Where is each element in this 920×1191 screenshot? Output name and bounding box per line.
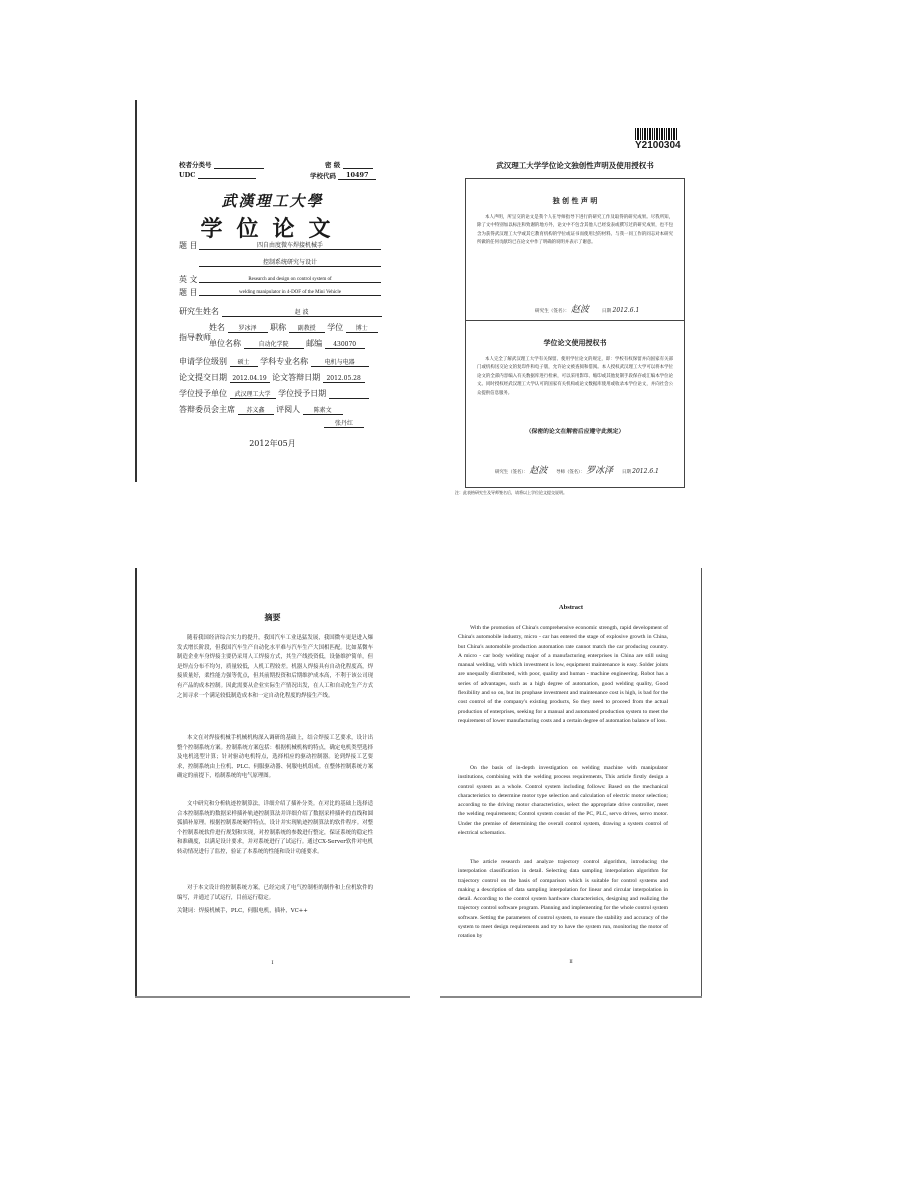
declaration-page [455, 120, 695, 502]
reviewer-1: 陈素文 [303, 405, 343, 415]
abstract-cn-paragraph-1: 随着我国经济综合实力的提升，我国汽车工业迅猛发展，我国微车更是进入爆发式增长阶段，但我国汽车生产自动化水平难与汽车生产大国相匹配。比如某微车制造企业车身焊接主要仍采用人工焊接方式，其生产线投资低，设备维护简单，但是焊点分布不均匀，质量较低，人机工程较差。机器人焊接具有自动化程度高，焊接质量好，柔性能力强等优点，但其前期投资和后期维护成本高，不利于该公司现有产品的成本控制。因此需要从企业实际生产情况出发，在人工和自动化生产方式之间寻求一个满足较低制造成本和一定自动化程度的焊接生产线。 [177, 635, 373, 699]
title-cn-line-2: 控制系统研究与设计 [199, 257, 381, 267]
advisor-degree: 博士 [346, 323, 378, 333]
sig-advisor-label: 导师（签名）： [556, 470, 585, 475]
university-name: 武漢理工大學 [221, 192, 324, 210]
advisor-signature: 罗冰泽 [586, 466, 614, 476]
apply-level-label: 申请学位级别 [179, 357, 227, 366]
abstract-en-page [440, 568, 702, 998]
school-code-label: 学校代码 [310, 172, 336, 180]
student-signature: 赵波 [570, 305, 589, 315]
school-code: 10497 [338, 171, 376, 180]
abstract-cn-keywords: 关键词：焊接机械手，PLC，伺服电机，插补，VC++ [177, 908, 308, 914]
cover-page [135, 100, 410, 482]
student-name: 赵 波 [222, 307, 382, 317]
abstract-en-paragraph-3: The article research and analyze trajectory control algorithm, introducing the interpolation classification in detail. Selecting data sampling interpolation algorithm for trajectory control on the basis of comparison which is suitable for control systems and making a description of data sampling interpolation for linear and circular interpolation in detail. According to the control system hardware characteristics, designing and realizing the trajectory control software program. Planning and implementing for the whole control system software. Setting the parameters of control system, to ensure the stability and accuracy of the system to meet design requirements and try to have the system run, monitoring the motor of rotation by [458, 859, 668, 940]
advisor-label: 指导教师 [179, 333, 211, 342]
english-label-2: 题 目 [179, 288, 198, 297]
declaration-header: 武汉理工大学学位论文独创性声明及使用授权书 [496, 161, 654, 170]
defense-date-label: 论文答辩日期 [272, 373, 321, 382]
committee-chair: 苏义鑫 [238, 405, 274, 415]
title-en-line-1: Research and design on control system of [199, 277, 381, 283]
advisor-title: 副教授 [289, 323, 325, 333]
apply-level: 硕士 [230, 357, 258, 367]
abstract-cn-title: 摘要 [264, 612, 281, 622]
abstract-cn-paragraph-4: 对于本文设计的控制系统方案，已经完成了电气控制柜的制作和上位机软件的编写，并通过了试运行，目前运行稳定。 [177, 885, 373, 901]
signature-label: 研究生（签名）： [535, 309, 570, 314]
abstract-en-page-no: II [569, 960, 573, 965]
abstract-cn-paragraph-2: 本文在对焊接机械手机械机构深入调研的基础上，结合焊接工艺要求，设计出整个控制系统方案。控制系统方案包括：根据机械机构的特点，确定电机类型选择及电机选型计算；针对驱动电机特点，选择相应的驱动控制器。论到焊接工艺要求，控制系统由上位机、PLC、伺服驱动器、伺服电机组成。在整体控制系统方案确定的前提下，绘制系统的电气原理图。 [177, 735, 373, 780]
major: 电机与电器 [311, 357, 369, 367]
grant-unit-label: 学位授予单位 [179, 389, 227, 398]
declaration-footnote: 注：此表格研究生及导师签名后，请将以上学位论文提交说明。 [455, 490, 567, 495]
signature-date: 2012.6.1 [612, 307, 640, 314]
abstract-cn-paragraph-3: 文中研究和分析轨迹控制算法，详细介绍了插补分类。在对比的基础上选择适合本控制系统的数据采样插补轨迹控制算法并详细介绍了数据采样插补的直线和圆弧插补原理。根据控制系统硬件特点，设计并实现轨迹控制算法的软件程序。对整个控制系统软件进行规划和实现，对控制系统的参数进行整定，保证系统的稳定性和准确度，以满足设计要求，并对系统进行了试运行。通过CX-Server软件对电机转动情况进行了监控，验证了本系统的性能和设计功能要求。 [177, 801, 373, 855]
abstract-cn-page [135, 568, 410, 998]
submit-date: 2012.04.19 [230, 375, 270, 383]
originality-title: 独 创 性 声 明 [552, 196, 598, 205]
udc-label: UDC [179, 171, 196, 179]
committee-chair-label: 答辩委员会主席 [179, 405, 235, 414]
name-label: 姓名 [209, 323, 225, 332]
sig-date-label: 日期 [621, 470, 631, 475]
student-signature-2: 赵波 [529, 466, 548, 476]
date-label: 日期 [601, 309, 612, 314]
abstract-cn-page-no: I [271, 960, 274, 966]
originality-text: 本人声明，所呈交的论文是我个人在导师指导下进行的研究工作及取得的研究成果。尽我所知，除了文中特别加以标注和致谢的地方外，论文中不包含其他人已经发表或撰写过的研究成果，也不包含为获得武汉理工大学或其它教育机构的学位或证书而使用过的材料。与我一同工作的同志对本研究所做的任何贡献均已在论文中作了明确的说明并表示了谢意。 [477, 215, 673, 246]
abstract-en-paragraph-1: With the promotion of China's comprehensive economic strength, rapid development of China's automobile industry, micro - car has entered the stage of explosive growth in China, but China's automobile production automation rate cannot match the car producing country. A micro - car body welding major of a manufacturing enterprises in China are still using manual welding, with which investment is low, equipment maintenance is easy. Solder joints are unequally distributed, with poor, quality and human - machine engineering. Robot has a series of advantages, such as a high degree of automation, good welding quality, Good flexibility and so on, but its prophase investment and maintenance cost is high, is bad for the cost control of the company's existing products, So they need to proceed from the actual production of enterprises, seeking for a manual and automated production system to meet the requirement of lower manufacturing costs and a certain degree of automation balance of loss. [458, 625, 668, 724]
postcode: 430070 [325, 341, 365, 349]
class-label: 校者分类号 [179, 161, 212, 169]
defense-date: 2012.05.28 [323, 375, 365, 383]
postcode-label: 邮编 [306, 339, 323, 348]
authorization-text: 本人完全了解武汉理工大学有关保留、使用学位论文的规定，即：学校有权保留并向国家有关部门或机构送交论文的复印件和电子版，允许论文被查阅和借阅。本人授权武汉理工大学可以将本学位论文的全部内容编入有关数据库进行检索，可以采用影印、缩印或其他复制手段保存或汇编本学位论文。同时授权经武汉理工大学认可的国家有关机构或论文数据库使用或收录本学位论文，并向社会公众提供信息服务。 [477, 357, 673, 396]
title-cn-line-1: 四自由度微车焊接机械手 [199, 240, 381, 250]
abstract-en-paragraph-2: On the basis of in-depth investigation on welding machine with manipulator institutions, combining with the welding process requirements, This article firstly design a control system as a whole. Control system including follows: Based on the mechanical characteristics to determine motor type selection and calculation of electric motor selection; according to the driving motor characteristics, select the appropriate drive controller, meet the welding requirements; Control system consist of the PC, PLC, servo drives, servo motor. Under the premise of determining the overall control system, drawing a system control of electrical schematics. [458, 765, 668, 837]
submit-date-label: 论文提交日期 [179, 373, 227, 382]
sig-student-label: 研究生（签名）： [495, 470, 528, 475]
title-en-line-2: welding manipulator in 4-DOF of the Mini Vehicle [199, 290, 381, 296]
sig-date-2: 2012.6.1 [632, 468, 659, 475]
reviewer-label: 评阅人 [276, 405, 301, 414]
confidential-note: （保密的论文在解密后应遵守此规定） [525, 429, 625, 435]
barcode-number: Y2100304 [635, 140, 681, 151]
secret-label: 密 级 [325, 161, 341, 169]
abstract-en-title: Abstract [558, 604, 584, 611]
degree-label: 学位 [327, 323, 344, 332]
unit-name: 自动化学院 [244, 339, 304, 349]
grant-unit: 武汉理工大学 [230, 389, 276, 399]
unit-label: 单位名称 [209, 339, 241, 348]
barcode [635, 128, 678, 140]
authorization-title: 学位论文使用授权书 [543, 338, 607, 347]
grant-date-label: 学位授予日期 [278, 389, 327, 398]
degree-thesis-heading: 学位论文 [200, 216, 345, 242]
student-label: 研究生姓名 [179, 307, 219, 316]
cover-date: 2012年05月 [249, 439, 296, 448]
major-label: 学科专业名称 [260, 357, 309, 366]
english-label-1: 英 文 [179, 275, 198, 284]
advisor-name: 罗冰泽 [228, 323, 268, 333]
reviewer-2: 张丹红 [324, 418, 364, 428]
topic-label: 题 目 [179, 241, 198, 250]
title-label: 职称 [270, 323, 287, 332]
